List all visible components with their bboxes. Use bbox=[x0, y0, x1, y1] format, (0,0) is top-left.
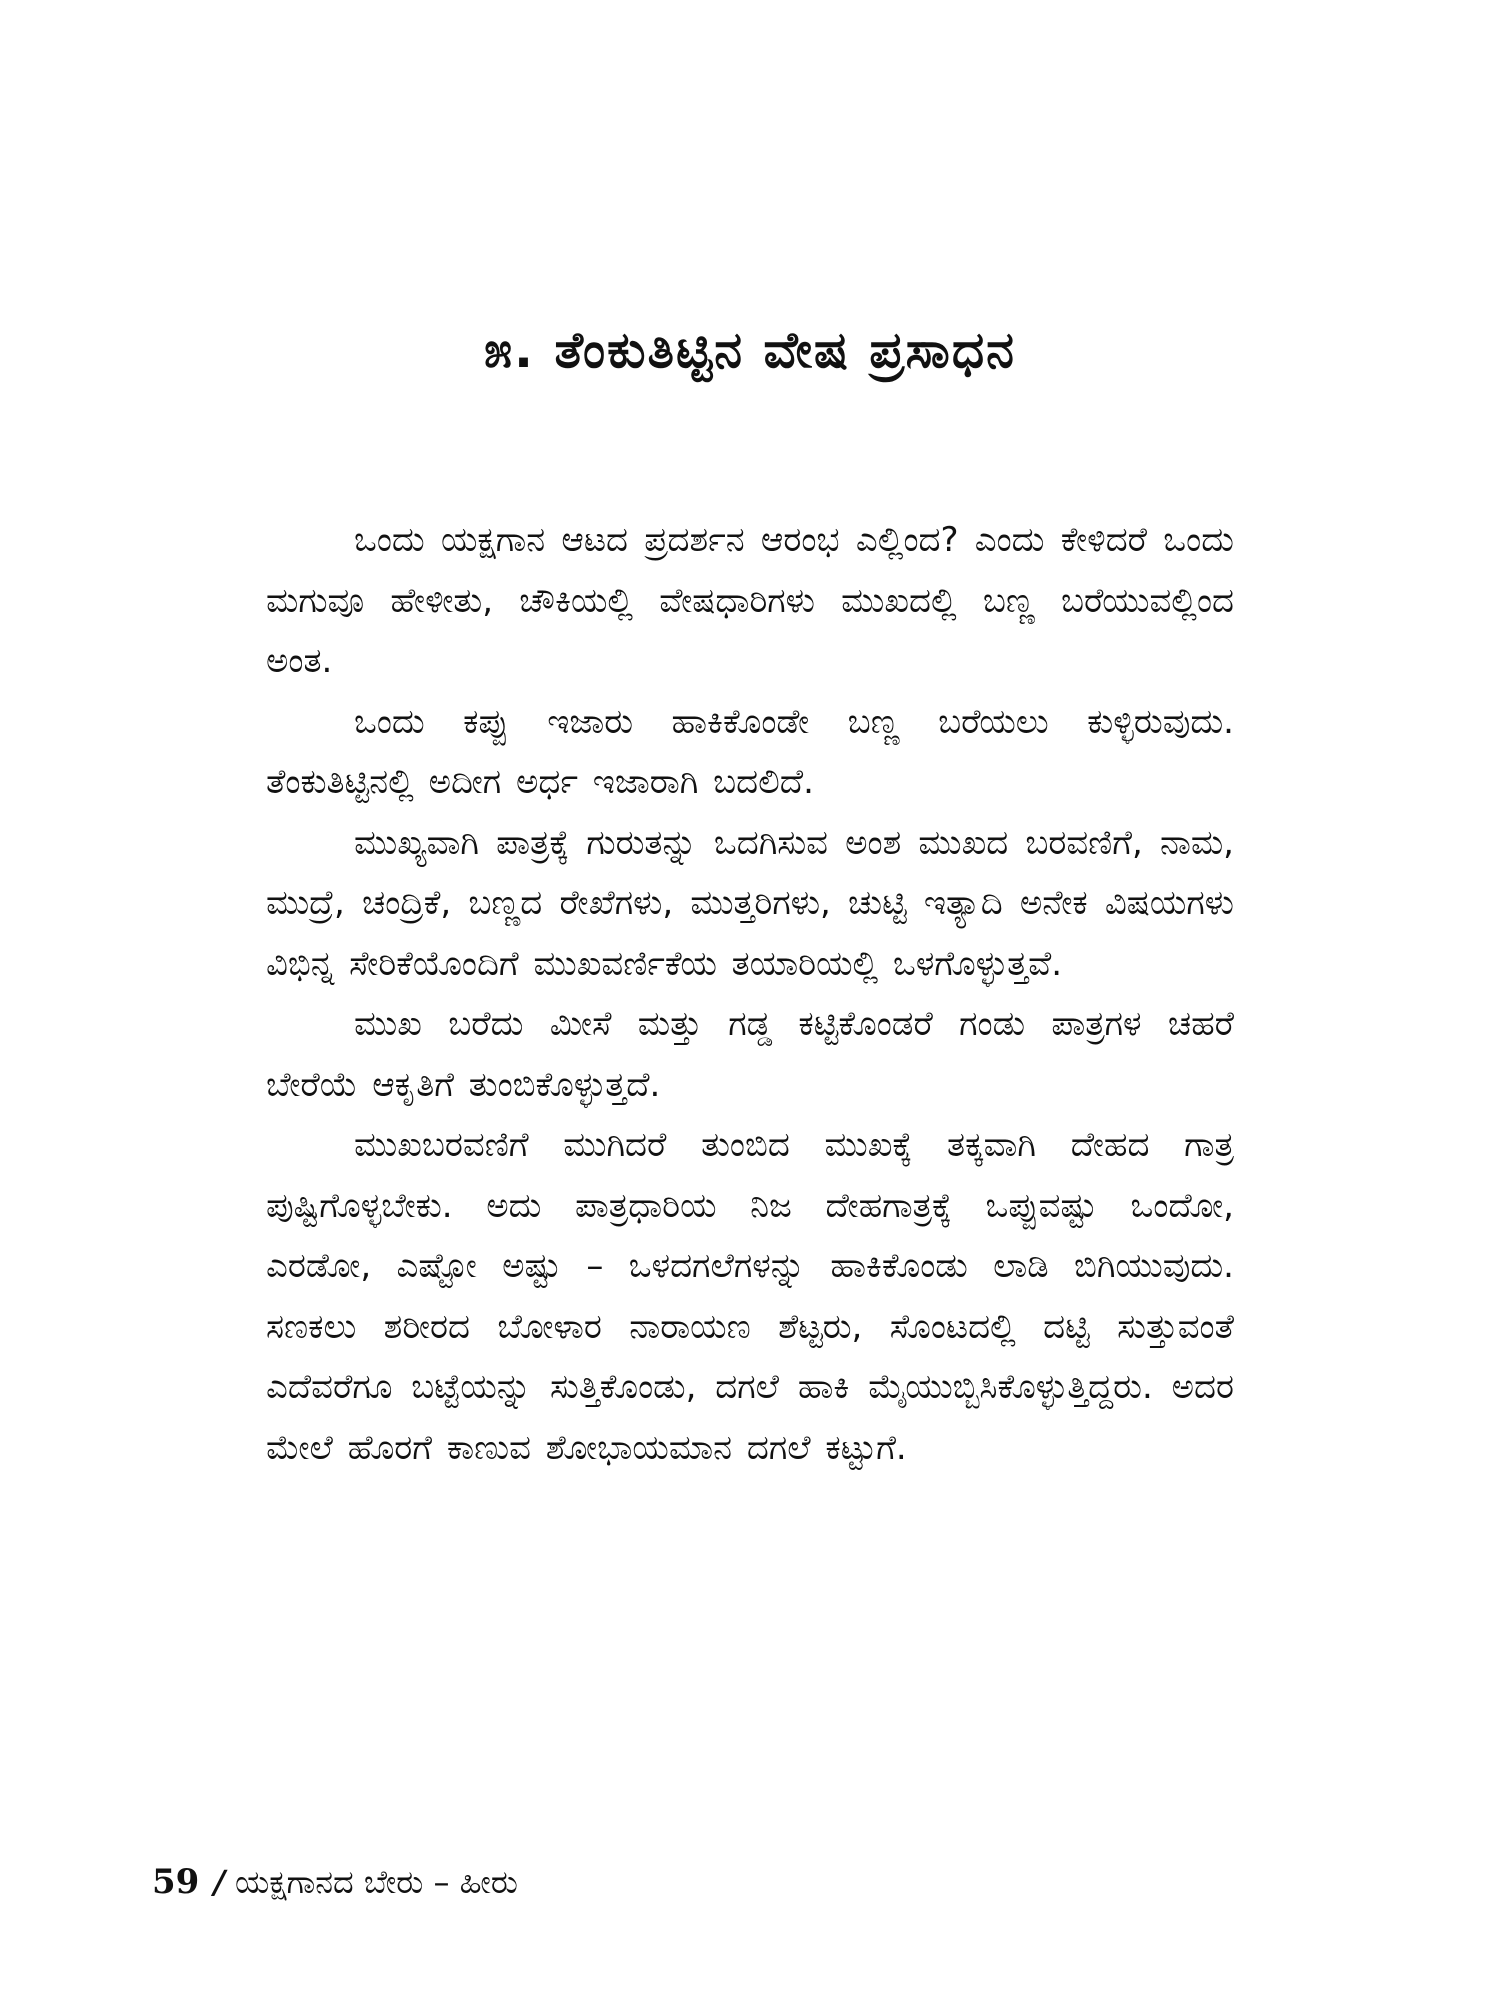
paragraph: ಒಂದು ಯಕ್ಷಗಾನ ಆಟದ ಪ್ರದರ್ಶನ ಆರಂಭ ಎಲ್ಲಿಂದ? ಎಂದು ಕೇಳಿದರೆ ಒಂದು ಮಗುವೂ ಹೇಳೀತು, ಚೌಕಿಯಲ್ಲಿ ವೇಷಧಾರಿಗಳು ಮುಖದಲ್ಲಿ ಬಣ್ಣ ಬರೆಯುವಲ್ಲಿಂದ ಅಂತ. bbox=[266, 520, 1234, 681]
chapter-title: ೫. ತೆಂಕುತಿಟ್ಟಿನ ವೇಷ ಪ್ರಸಾಧನ bbox=[484, 321, 1016, 379]
paragraph: ಒಂದು ಕಪ್ಪು ಇಜಾರು ಹಾಕಿಕೊಂಡೇ ಬಣ್ಣ ಬರೆಯಲು ಕುಳ್ಳಿರುವುದು. ತೆಂಕುತಿಟ್ಟಿನಲ್ಲಿ ಅದೀಗ ಅರ್ಧ ಇಜಾರಾಗಿ ಬದಲಿದೆ. bbox=[266, 701, 1234, 802]
footer-separator: / bbox=[213, 1863, 226, 1901]
paragraph: ಮುಖ ಬರೆದು ಮೀಸೆ ಮತ್ತು ಗಡ್ಡ ಕಟ್ಟಿಕೊಂಡರೆ ಗಂಡು ಪಾತ್ರಗಳ ಚಹರೆ ಬೇರೆಯೆ ಆಕೃತಿಗೆ ತುಂಬಿಕೊಳ್ಳುತ್ತದೆ. bbox=[266, 1004, 1234, 1105]
page-footer bbox=[152, 1862, 518, 1902]
running-book-title: ಯಕ್ಷಗಾನದ ಬೇರು – ಹೀರು bbox=[235, 1863, 518, 1901]
paragraph: ಮುಖಬರವಣಿಗೆ ಮುಗಿದರೆ ತುಂಬಿದ ಮುಖಕ್ಕೆ ತಕ್ಕವಾಗಿ ದೇಹದ ಗಾತ್ರ ಪುಷ್ಟಿಗೊಳ್ಳಬೇಕು. ಅದು ಪಾತ್ರಧಾರಿಯ ನಿಜ ದೇಹಗಾತ್ರಕ್ಕೆ ಒಪ್ಪುವಷ್ಟು ಒಂದೋ, ಎರಡೋ, ಎಷ್ಟೋ ಅಷ್ಟು – ಒಳದಗಲೆಗಳನ್ನು ಹಾಕಿಕೊಂಡು ಲಾಡಿ ಬಿಗಿಯುವುದು. ಸಣಕಲು ಶರೀರದ ಬೋಳಾರ ನಾರಾಯಣ ಶೆಟ್ಟರು, ಸೊಂಟದಲ್ಲಿ ದಟ್ಟಿ ಸುತ್ತುವಂತೆ ಎದೆವರೆಗೂ ಬಟ್ಟೆಯನ್ನು ಸುತ್ತಿಕೊಂಡು, ದಗಲೆ ಹಾಕಿ ಮೈಯುಬ್ಬಿಸಿಕೊಳ್ಳುತ್ತಿದ್ದರು. ಅದರ ಮೇಲೆ ಹೊರಗೆ ಕಾಣುವ ಶೋಭಾಯಮಾನ ದಗಲೆ ಕಟ್ಟುಗೆ. bbox=[266, 1125, 1234, 1468]
page-number: 59 bbox=[152, 1862, 200, 1902]
chapter-body bbox=[266, 510, 1234, 1478]
paragraph: ಮುಖ್ಯವಾಗಿ ಪಾತ್ರಕ್ಕೆ ಗುರುತನ್ನು ಒದಗಿಸುವ ಅಂಶ ಮುಖದ ಬರವಣಿಗೆ, ನಾಮ, ಮುದ್ರೆ, ಚಂದ್ರಿಕೆ, ಬಣ್ಣದ ರೇಖೆಗಳು, ಮುತ್ತರಿಗಳು, ಚುಟ್ಟಿ ಇತ್ಯಾದಿ ಅನೇಕ ವಿಷಯಗಳು ವಿಭಿನ್ನ ಸೇರಿಕೆಯೊಂದಿಗೆ ಮುಖವರ್ಣಿಕೆಯ ತಯಾರಿಯಲ್ಲಿ ಒಳಗೊಳ್ಳುತ್ತವೆ. bbox=[266, 822, 1234, 984]
